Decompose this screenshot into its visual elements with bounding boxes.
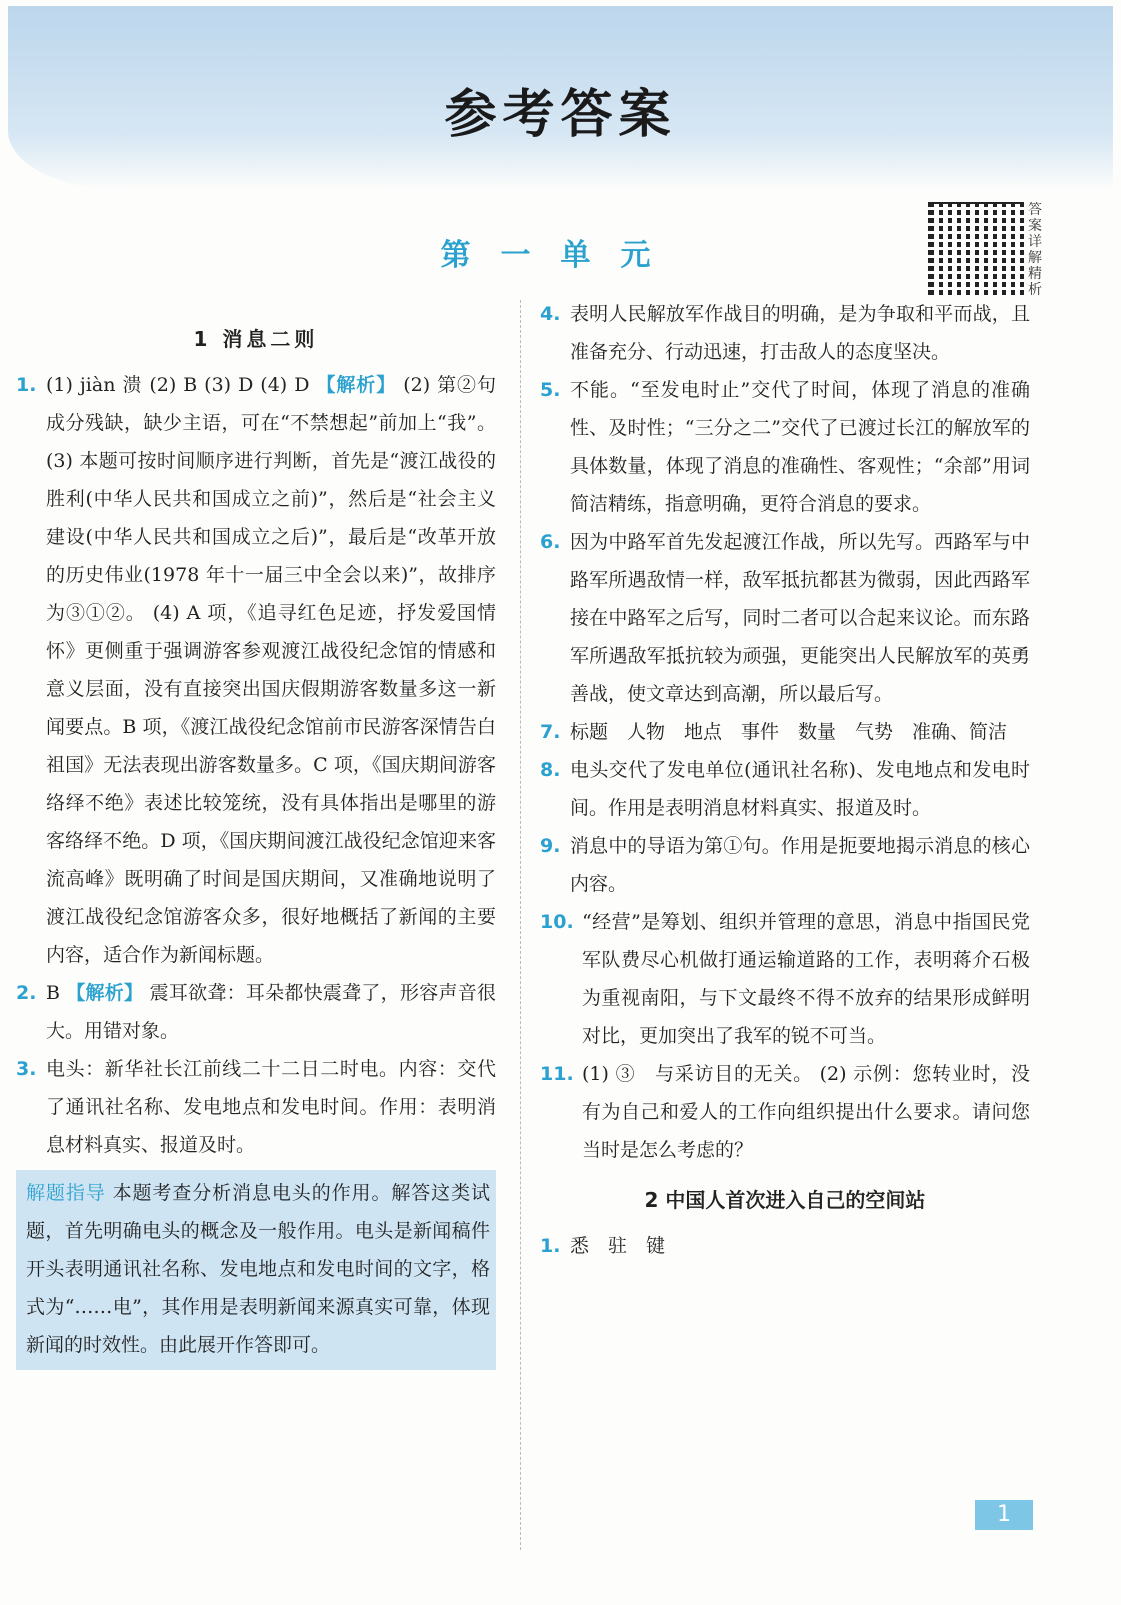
- section-title: 1 消息二则: [193, 327, 319, 351]
- guide-label: 解题指导: [26, 1182, 106, 1204]
- answer-text: 消息中的导语为第①句。作用是扼要地揭示消息的核心内容。: [570, 835, 1030, 895]
- analysis-tag: 【解析】: [316, 374, 397, 396]
- answer-number: 7.: [540, 721, 561, 743]
- answer-item: [540, 1055, 1030, 1169]
- section-title: 2 中国人首次进入自己的空间站: [644, 1188, 926, 1212]
- answer-text: 标题 人物 地点 事件 数量 气势 准确、简洁: [570, 721, 1008, 743]
- unit-title: 第一单元: [440, 238, 681, 273]
- qr-code[interactable]: [928, 202, 1042, 298]
- answer-text: B: [46, 982, 67, 1004]
- answer-number: 6.: [540, 531, 561, 553]
- answer-number: 3.: [16, 1058, 37, 1080]
- answer-item: [16, 366, 496, 974]
- analysis-text: 震耳欲聋：耳朵都快震聋了，形容声音很大。用错对象。: [46, 982, 496, 1042]
- answer-text: “经营”是筹划、组织并管理的意思，消息中指国民党军队费尽心机做打通运输道路的工作，表明蒋介石极为重视南阳，与下文最终不得不放弃的结果形成鲜明对比，更加突出了我军的锐不可当。: [582, 911, 1030, 1047]
- answer-item: [540, 371, 1030, 523]
- answer-item: [16, 974, 496, 1050]
- column-divider: [520, 300, 521, 1550]
- answer-text: 电头：新华社长江前线二十二日二时电。内容：交代了通讯社名称、发电地点和发电时间。作用：表明消息材料真实、报道及时。: [46, 1058, 496, 1156]
- page-title: 参考答案: [444, 85, 677, 145]
- qr-code-icon[interactable]: [928, 202, 1024, 298]
- answer-number: 10.: [540, 911, 574, 933]
- answer-number: 11.: [540, 1063, 574, 1085]
- answer-number: 4.: [540, 303, 561, 325]
- answer-text: 电头交代了发电单位(通讯社名称)、发电地点和发电时间。作用是表明消息材料真实、报道及时。: [570, 759, 1030, 819]
- answer-number: 1.: [540, 1235, 561, 1257]
- guide-box: [16, 1170, 496, 1370]
- guide-text: 本题考查分析消息电头的作用。解答这类试题，首先明确电头的概念及一般作用。电头是新闻稿件开头表明通讯社名称、发电地点和发电时间的文字，格式为“……电”，其作用是表明新闻来源真实可靠，体现新闻的时效性。由此展开作答即可。: [26, 1182, 490, 1356]
- answer-text: (1) ③ 与采访目的无关。 (2) 示例：您转业时，没有为自己和爱人的工作向组织提出什么要求。请问您当时是怎么考虑的？: [582, 1063, 1030, 1161]
- answer-number: 1.: [16, 374, 37, 396]
- answer-number: 8.: [540, 759, 561, 781]
- answer-number: 9.: [540, 835, 561, 857]
- qr-label: 答案详解精析: [1028, 202, 1042, 298]
- answer-number: 5.: [540, 379, 561, 401]
- page-number: 1: [975, 1500, 1033, 1530]
- answer-item: [16, 1050, 496, 1164]
- answer-item: [540, 295, 1030, 371]
- answer-item: [540, 827, 1030, 903]
- answer-text: 表明人民解放军作战目的明确，是为争取和平而战，且准备充分、行动迅速，打击敌人的态度坚决。: [570, 303, 1030, 363]
- answer-text: (1) jiàn 溃 (2) B (3) D (4) D: [46, 374, 317, 396]
- answer-item: [540, 713, 1030, 751]
- answer-item: [540, 523, 1030, 713]
- analysis-text: (2) 第②句成分残缺，缺少主语，可在“不禁想起”前加上“我”。 (3) 本题可按时间顺序进行判断，首先是“渡江战役的胜利(中华人民共和国成立之前)”，然后是“社会主义建设(中华人民共和国成立之后)”，最后是“改革开放的历史伟业(1978 年十一届三中全会以来)”，故排序为③①②。 (4) A 项，《追寻红色足迹，抒发爱国情怀》更侧重于强调游客参观渡江战役纪念馆的情感和意义层面，没有直接突出国庆假期游客数量多这一新闻要点。B 项，《渡江战役纪念馆前市民游客深情告白祖国》无法表现出游客数量多。C 项，《国庆期间游客络绎不绝》表述比较笼统，没有具体指出是哪里的游客络绎不绝。D 项，《国庆期间渡江战役纪念馆迎来客流高峰》既明确了时间是国庆期间，又准确地说明了渡江战役纪念馆游客众多，很好地概括了新闻的主要内容，适合作为新闻标题。: [46, 374, 496, 966]
- answer-item: [540, 1227, 1030, 1265]
- answer-number: 2.: [16, 982, 37, 1004]
- answer-item: [540, 903, 1030, 1055]
- right-column: [540, 295, 1030, 1265]
- answer-text: 因为中路军首先发起渡江作战，所以先写。西路军与中路军所遇敌情一样，敌军抵抗都甚为微弱，因此西路军接在中路军之后写，同时二者可以合起来议论。而东路军所遇敌军抵抗较为顽强，更能突出人民解放军的英勇善战，使文章达到高潮，所以最后写。: [570, 531, 1030, 705]
- answer-text: 悉 驻 键: [570, 1235, 666, 1257]
- left-column: [16, 320, 496, 1370]
- answer-item: [540, 751, 1030, 827]
- answer-text: 不能。“至发电时止”交代了时间，体现了消息的准确性、及时性；“三分之二”交代了已渡过长江的解放军的具体数量，体现了消息的准确性、客观性；“余部”用词简洁精练，指意明确，更符合消息的要求。: [570, 379, 1030, 515]
- analysis-tag: 【解析】: [66, 982, 144, 1004]
